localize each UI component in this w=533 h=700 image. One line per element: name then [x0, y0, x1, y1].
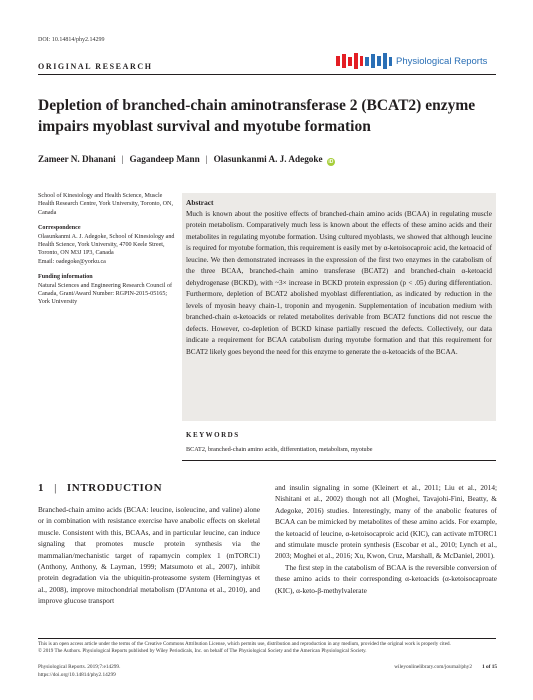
intro-paragraph: and insulin signaling in some (Kleinert et al., 2011; Liu et al., 2014; Nishitani et al., 2002) though not all (Moghei, Tavajohi-Fini, Beatty, & Adegoke, 2016) studies. Interestingly, many of the anabolic features of BCAA can be mimicked by metabolites of these amino acids. For example, the ketoacid of leucine, α-ketoisocaproic acid (KIC), can activate mTORC1 and stimulate muscle protein synthesis (Escobar et al., 2010; Lynch et al., 2003; Moghei et al., 2016; Xu, Kwon, Cruz, Marshall, & McDaniel, 2001).: [275, 483, 497, 561]
website-link[interactable]: wileyonlinelibrary.com/journal/phy2: [394, 664, 472, 670]
keywords-text: BCAT2, branched-chain amino acids, differentiation, metabolism, myotube: [186, 446, 373, 453]
header-rule: [38, 74, 496, 75]
doi-link[interactable]: https://doi.org/10.14814/phy2.14299: [38, 671, 116, 678]
correspondence-email[interactable]: Email: oadegoke@yorku.ca: [38, 258, 106, 265]
abstract-heading: Abstract: [186, 198, 214, 207]
author-separator: |: [121, 154, 124, 164]
intro-paragraph: The first step in the catabolism of BCAA is the reversible conversion of these amino acids to their corresponding α-ketoacids (α-ketoisocaproate (KIC), α-keto-β-methylvalerate: [275, 562, 497, 595]
footer-rule: [38, 638, 496, 639]
section-separator: |: [54, 482, 57, 494]
author-name[interactable]: Zameer N. Dhanani: [38, 154, 116, 164]
introduction-heading: [38, 482, 162, 494]
journal-logo-text: Physiological Reports: [396, 55, 488, 67]
intro-column-left: [38, 504, 260, 607]
author-list: [38, 154, 498, 166]
section-label: ORIGINAL RESEARCH: [38, 62, 153, 71]
funding-text: Natural Sciences and Engineering Research Council of Canada, Grant/Award Number: RGPIN-2015-05165; York University: [38, 282, 173, 306]
page-number: 1 of 15: [481, 664, 497, 670]
abstract-box: [182, 193, 496, 421]
journal-logo: [336, 51, 487, 71]
author-separator: |: [205, 154, 208, 164]
correspondence-text: Olasunkanmi A. J. Adegoke, School of Kinesiology and Health Science, York University, 4700 Keele Street, Toronto, ON M3J 1P3, Canada: [38, 233, 175, 257]
keywords-rule: [182, 460, 496, 461]
intro-column-right: [275, 482, 497, 596]
citation-text: Physiological Reports. 2019;7:e14299.: [38, 664, 121, 670]
intro-paragraph: Branched-chain amino acids (BCAA: leucine, isoleucine, and valine) alone or in combination with resistance exercise have anabolic effects on skeletal muscle. Consistent with this, BCAAs, and in particular leucine, can induce signaling that promotes muscle protein synthesis via the mammalian/mechanistic target of rapamycin complex 1 (mTORC1) (Anthony, Anthony, & Layman, 1999; Matsumoto et al., 2007), inhibit protein degradation via the ubiquitin-proteasome system (Herningtyas et al., 2008), improve mitochondrial metabolism (D'Antona et al., 2010), and improve glucose transport: [38, 505, 260, 606]
abstract-text: Much is known about the positive effects of branched-chain amino acids (BCAA) in regulating muscle protein metabolism. Comparatively much less is known about the effects of these amino acids and their metabolites in regulating myotube formation. Using cultured myoblasts, we showed that although leucine is required for myotube formation, this requirement is easily met by α-ketoisocaproic acid, the ketoacid of leucine. We then demonstrated increases in the expression of the first two enzymes in the catabolism of the three BCAA, branched-chain amino transferase (BCAT2) and branched-chain α-ketoacid dehydrogenase (BCKD), with ~3× increase in BCKD protein expression (p < .05) during differentiation. Furthermore, depletion of BCAT2 abolished myoblast differentiation, as indicated by reduction in the levels of myosin heavy chain-1, troponin and myogenin. Supplementation of incubation medium with branched-chain α-ketoacids or related metabolites derivable from BCAT2 functions did not rescue the defects. However, co-depletion of BCKD kinase partially rescued the defects. Collectively, our data indicate a requirement for BCAA catabolism during myotube formation and that this requirement for BCAT2 likely goes beyond the need for this enzyme to generate the α-ketoacids of the BCAA.: [186, 209, 492, 356]
affiliations-column: [38, 192, 178, 307]
author-name[interactable]: Olasunkanmi A. J. Adegoke: [213, 154, 323, 164]
license-statement: This is an open access article under the terms of the Creative Commons Attribution License, which permits use, distribution and reproduction in any medium, provided the original work is properly cited.: [38, 641, 451, 647]
journal-logo-icon: [336, 51, 392, 71]
license-text: [38, 641, 496, 655]
author-name[interactable]: Gagandeep Mann: [129, 154, 200, 164]
funding-heading: Funding information: [38, 274, 93, 281]
keywords-heading: KEYWORDS: [186, 431, 240, 439]
section-title: INTRODUCTION: [66, 482, 163, 494]
doi-text: DOI: 10.14814/phy2.14299: [38, 37, 105, 43]
orcid-icon[interactable]: iD: [328, 159, 334, 165]
footer-citation: [38, 664, 120, 679]
affiliation-address: School of Kinesiology and Health Science, Muscle Health Research Centre, York University, Toronto, ON, Canada: [38, 193, 173, 216]
copyright-statement: © 2019 The Authors. Physiological Reports published by Wiley Periodicals, Inc. on behalf of The Physiological Society and the American Physiological Society.: [38, 648, 367, 654]
article-title: Depletion of branched-chain aminotransferase 2 (BCAT2) enzyme impairs myoblast survival and myotube formation: [38, 97, 476, 135]
section-number: 1: [38, 482, 45, 494]
footer-right: [340, 664, 497, 672]
correspondence-heading: Correspondence: [38, 225, 81, 232]
